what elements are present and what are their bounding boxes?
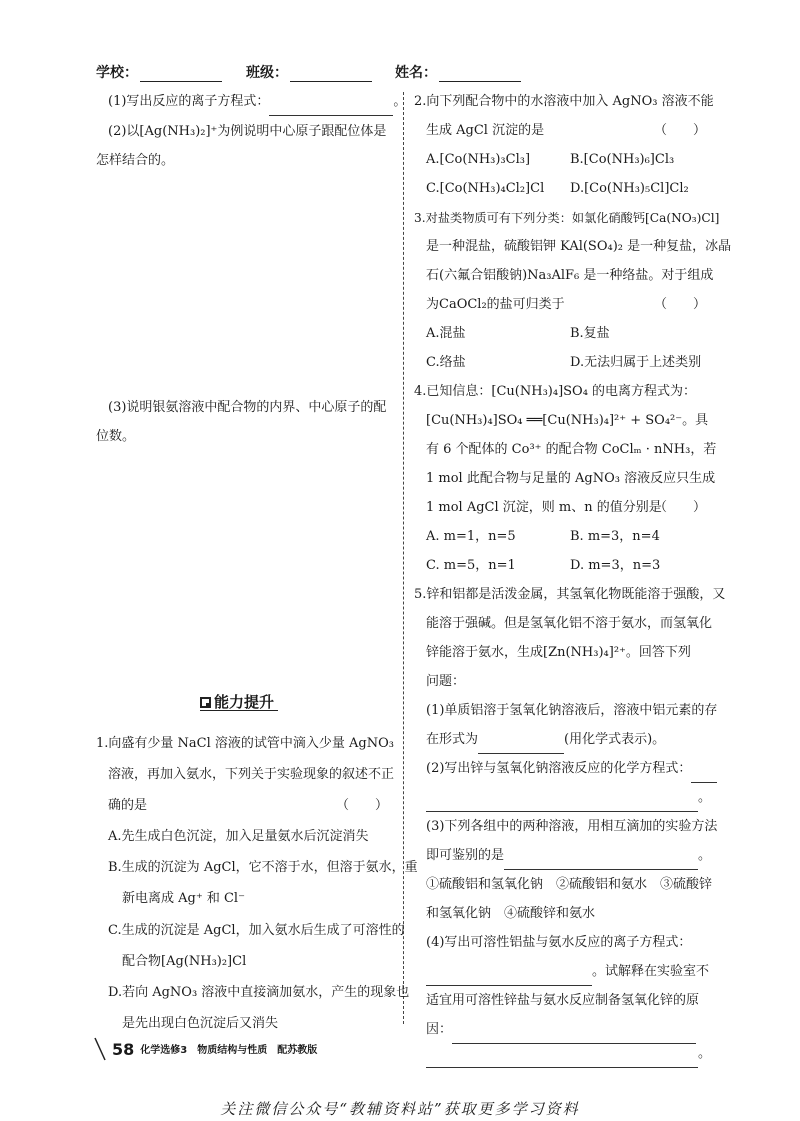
p3-answer-paren: （ ） — [654, 297, 707, 312]
section-heading-icon — [200, 697, 211, 708]
p4-answer-paren: （ ） — [654, 500, 707, 515]
p5-q3-line1: (3)下列各组中的两种溶液，用相互滴加的实验方法 — [426, 819, 718, 834]
p1-answer-paren: （ ） — [336, 798, 389, 813]
left-q1: (1)写出反应的离子方程式： 。 — [108, 88, 406, 116]
left-q2-line1: (2)以[Ag(NH₃)₂]⁺为例说明中心原子跟配位体是 — [108, 124, 387, 139]
page-number: 58 — [112, 1040, 135, 1059]
p5-line2: 能溶于强碱。但是氢氧化铝不溶于氨水，而氢氧化 — [426, 616, 713, 631]
p3-option-d: D.无法归属于上述类别 — [570, 355, 702, 370]
p4-line5: 1 mol AgCl 沉淀，则 m、n 的值分别是 — [426, 500, 662, 515]
p4-line2: [Cu(NH₃)₄]SO₄ ══[Cu(NH₃)₄]²⁺ + SO₄²⁻。具 — [426, 413, 709, 428]
left-q3-line2: 位数。 — [96, 429, 136, 444]
p1-option-a: A.先生成白色沉淀，加入足量氨水后沉淀消失 — [108, 829, 369, 844]
p5-q4-line1: (4)写出可溶性铝盐与氨水反应的离子方程式： — [426, 935, 692, 950]
p3-line3: 石(六氟合铝酸钠)Na₃AlF₆ 是一种络盐。对于组成 — [426, 268, 714, 283]
p2-answer-paren: （ ） — [654, 123, 707, 138]
p5-q2-line1: (2)写出锌与氢氧化钠溶液反应的化学方程式： — [426, 755, 717, 783]
p5-q4-line3: 适宜用可溶性锌盐与氨水反应制备氢氧化锌的原 — [426, 993, 700, 1008]
p3-line2: 是一种混盐，硫酸铝钾 KAl(SO₄)₂ 是一种复盐，冰晶 — [426, 239, 732, 254]
p1-option-c-line2: 配合物[Ag(NH₃)₂]Cl — [122, 954, 247, 969]
footer-slash-icon — [93, 1036, 109, 1062]
p5-q4-line5: 。 — [426, 1040, 711, 1068]
p2-option-b: B.[Co(NH₃)₆]Cl₃ — [570, 152, 675, 167]
section-heading: 能力提升 — [200, 688, 274, 716]
p3-option-c: C.络盐 — [426, 355, 466, 370]
p1-line2: 溶液，再加入氨水，下列关于实验现象的叙述不正 — [108, 767, 395, 782]
p5-q4-line2: 。试解释在实验室不 — [426, 958, 709, 986]
class-field — [246, 62, 372, 82]
left-q3-line1: (3)说明银氨溶液中配合物的内界、中心原子的配 — [108, 400, 387, 415]
p3-line1: 3.对盐类物质可有下列分类：如氯化硝酸钙[Ca(NO₃)Cl] — [414, 211, 720, 225]
p5-line3: 锌能溶于氨水，生成[Zn(NH₃)₄]²⁺。回答下列 — [426, 645, 691, 660]
p4-option-b: B. m=3，n=4 — [570, 529, 660, 544]
p5-q3-line4: 和氢氧化钠 ④硫酸锌和氨水 — [426, 906, 596, 921]
p4-line1: 4.已知信息：[Cu(NH₃)₄]SO₄ 的电离方程式为： — [414, 384, 697, 399]
name-field — [395, 62, 521, 82]
p3-option-a: A.混盐 — [426, 326, 466, 341]
p5-q1-line2: 在形式为 (用化学式表示)。 — [426, 726, 665, 754]
class-blank — [290, 67, 372, 82]
watermark-text: 关注微信公众号“教辅资料站”获取更多学习资料 — [220, 1100, 580, 1118]
p1-option-c-line1: C.生成的沉淀是 AgCl，加入氨水后生成了可溶性的 — [108, 923, 405, 938]
name-label: 姓名： — [395, 65, 437, 81]
p2-option-c: C.[Co(NH₃)₄Cl₂]Cl — [426, 181, 545, 196]
p5-line1: 5.锌和铝都是活泼金属，其氢氧化物既能溶于强酸，又 — [414, 587, 726, 602]
p1-option-d-line1: D.若向 AgNO₃ 溶液中直接滴加氨水，产生的现象也 — [108, 985, 410, 1000]
p2-option-a: A.[Co(NH₃)₃Cl₃] — [426, 152, 531, 167]
p1-line1: 1.向盛有少量 NaCl 溶液的试管中滴入少量 AgNO₃ — [96, 736, 394, 751]
p4-option-c: C. m=5，n=1 — [426, 558, 516, 573]
left-q2-line2: 怎样结合的。 — [96, 153, 175, 168]
p4-option-d: D. m=3，n=3 — [570, 558, 661, 573]
p1-option-b-line1: B.生成的沉淀为 AgCl，它不溶于水，但溶于氨水，重 — [108, 860, 418, 875]
p2-line2: 生成 AgCl 沉淀的是 — [426, 123, 545, 138]
p4-line4: 1 mol 此配合物与足量的 AgNO₃ 溶液反应只生成 — [426, 471, 716, 486]
p2-line1: 2.向下列配合物中的水溶液中加入 AgNO₃ 溶液不能 — [414, 94, 714, 109]
school-label: 学校： — [96, 65, 138, 81]
p5-q2-line2: 。 — [426, 784, 711, 812]
p4-option-a: A. m=1，n=5 — [426, 529, 516, 544]
section-heading-underline — [200, 710, 278, 711]
column-divider — [403, 92, 404, 1024]
p2-option-d: D.[Co(NH₃)₅Cl]Cl₂ — [570, 181, 689, 196]
p1-option-d-line2: 是先出现白色沉淀后又消失 — [122, 1016, 279, 1031]
p5-q3-line2: 即可鉴别的是 。 — [426, 842, 711, 870]
book-title: 化学选修3 物质结构与性质 配苏教版 — [140, 1045, 318, 1056]
p5-q1-line1: (1)单质铝溶于氢氧化钠溶液后，溶液中铝元素的存 — [426, 703, 718, 718]
p5-q4-line4: 因： — [426, 1016, 696, 1044]
p3-option-b: B.复盐 — [570, 326, 610, 341]
school-blank — [140, 67, 222, 82]
class-label: 班级： — [246, 65, 288, 81]
name-blank — [439, 67, 521, 82]
page-footer — [112, 1040, 317, 1059]
school-field — [96, 62, 222, 82]
p3-line4: 为CaOCl₂的盐可归类于 — [426, 297, 565, 312]
p1-line3: 确的是 — [108, 798, 148, 813]
p5-q3-line3: ①硫酸铝和氢氧化钠 ②硫酸铝和氨水 ③硫酸锌 — [426, 877, 713, 892]
p1-option-b-line2: 新电离成 Ag⁺ 和 Cl⁻ — [122, 891, 245, 906]
p4-line3: 有 6 个配体的 Co³⁺ 的配合物 CoClₘ · nNH₃，若 — [426, 442, 717, 457]
p5-line4: 问题： — [426, 674, 466, 689]
